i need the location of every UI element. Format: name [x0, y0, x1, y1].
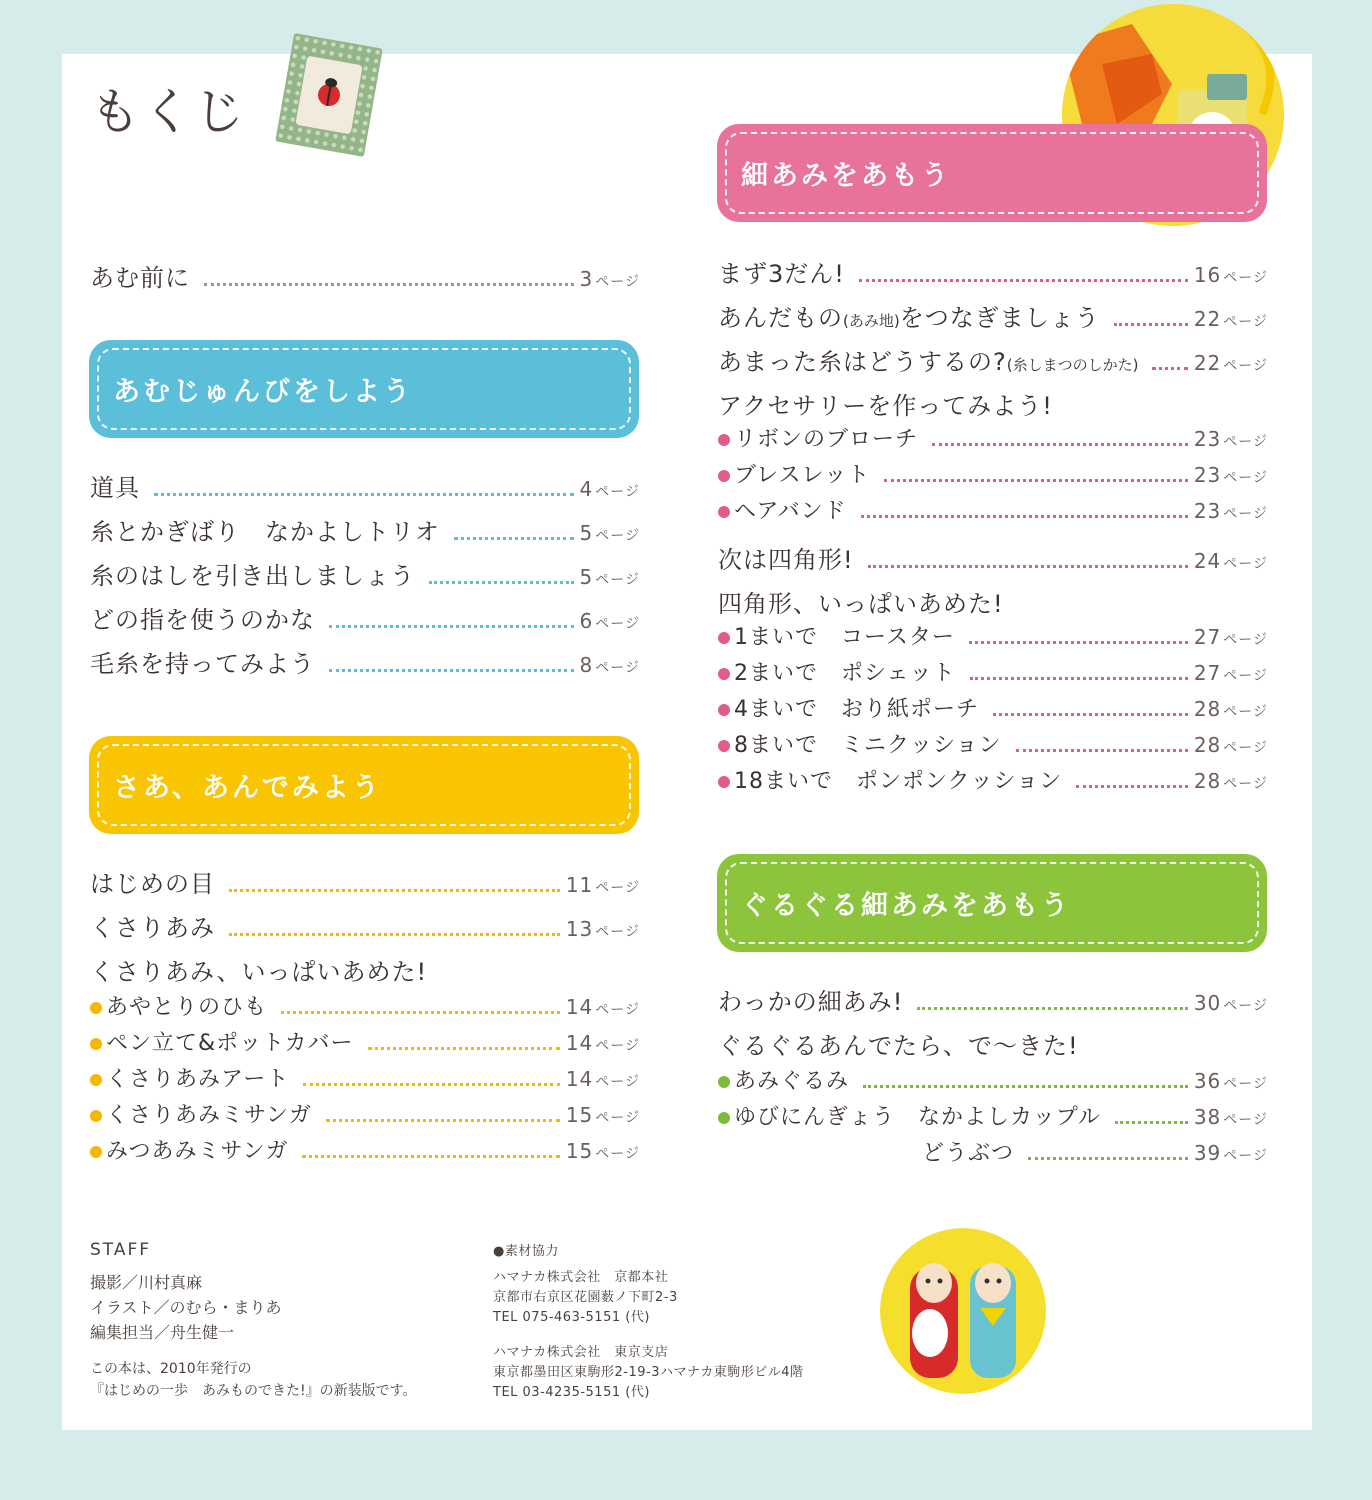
- toc-subheading: 四角形、いっぱいあめた!: [718, 590, 1004, 618]
- toc-row[interactable]: 次は四角形! 24 ページ: [718, 546, 1268, 574]
- toc-row[interactable]: はじめの目 11 ページ: [90, 870, 640, 898]
- toc-subrow[interactable]: リボンのブローチ 23 ページ: [718, 422, 1268, 453]
- staff-line: 編集担当／舟生健一: [90, 1323, 235, 1342]
- credit-line: ハマナカ株式会社 東京支店: [493, 1345, 669, 1360]
- toc-subrow[interactable]: どうぶつ 39 ページ: [922, 1141, 1268, 1166]
- bullet-icon: [90, 1146, 102, 1158]
- bullet-icon: [718, 506, 730, 518]
- section-banner-single-crochet: 細あみをあもう: [717, 124, 1267, 222]
- toc-row[interactable]: どの指を使うのかな 6 ページ: [90, 606, 640, 634]
- toc-subrow[interactable]: 18まいで ポンポンクッション 28 ページ: [718, 764, 1268, 795]
- page-title: もくじ: [90, 83, 246, 141]
- credit-line: TEL 03-4235-5151 (代): [493, 1385, 650, 1400]
- credit-line: 京都市右京区花園薮ノ下町2-3: [493, 1290, 678, 1305]
- bullet-icon: [90, 1002, 102, 1014]
- edition-note: 『はじめの一歩 あみものできた!』の新装版です。: [90, 1383, 417, 1399]
- toc-subheading: くさりあみ、いっぱいあめた!: [90, 958, 428, 986]
- credits-title: ●素材協力: [493, 1244, 559, 1259]
- toc-subrow[interactable]: ペン立て&ポットカバー 14 ページ: [90, 1026, 640, 1057]
- toc-subrow[interactable]: 1まいで コースター 27 ページ: [718, 620, 1268, 651]
- toc-subheading: ぐるぐるあんでたら、で〜きた!: [718, 1032, 1079, 1060]
- bullet-icon: [718, 632, 730, 644]
- credit-line: ハマナカ株式会社 京都本社: [493, 1270, 669, 1285]
- toc-row[interactable]: あまった糸はどうするの?(糸しまつのしかた) 22 ページ: [718, 348, 1268, 376]
- finger-puppet-photo: [880, 1228, 1046, 1394]
- toc-subrow[interactable]: くさりあみミサンガ 15 ページ: [90, 1098, 640, 1129]
- staff-line: 撮影／川村真麻: [90, 1273, 203, 1292]
- toc-subrow[interactable]: 8まいで ミニクッション 28 ページ: [718, 728, 1268, 759]
- toc-row[interactable]: 毛糸を持ってみよう 8 ページ: [90, 650, 640, 678]
- toc-subrow[interactable]: ヘアバンド 23 ページ: [718, 494, 1268, 525]
- bullet-icon: [90, 1038, 102, 1050]
- section-banner-preparation: あむじゅんびをしよう: [89, 340, 639, 438]
- toc-subrow[interactable]: くさりあみアート 14 ページ: [90, 1062, 640, 1093]
- section-banner-round-crochet: ぐるぐる細あみをあもう: [717, 854, 1267, 952]
- bullet-icon: [718, 668, 730, 680]
- bullet-icon: [718, 1076, 730, 1088]
- bullet-icon: [718, 434, 730, 446]
- bullet-icon: [718, 470, 730, 482]
- toc-row[interactable]: わっかの細あみ! 30 ページ: [718, 988, 1268, 1016]
- toc-subrow[interactable]: ゆびにんぎょう なかよしカップル 38 ページ: [718, 1100, 1268, 1131]
- toc-row[interactable]: 糸とかぎばり なかよしトリオ 5 ページ: [90, 518, 640, 546]
- toc-subrow[interactable]: ブレスレット 23 ページ: [718, 458, 1268, 489]
- bullet-icon: [90, 1074, 102, 1086]
- credit-line: TEL 075-463-5151 (代): [493, 1310, 650, 1325]
- edition-note: この本は、2010年発行の: [90, 1361, 252, 1377]
- section-banner-lets-knit: さあ、あんでみよう: [89, 736, 639, 834]
- toc-subrow[interactable]: 2まいで ポシェット 27 ページ: [718, 656, 1268, 687]
- toc-row[interactable]: 道具 4 ページ: [90, 474, 640, 502]
- toc-subrow[interactable]: あやとりのひも 14 ページ: [90, 990, 640, 1021]
- bullet-icon: [90, 1110, 102, 1122]
- toc-row[interactable]: くさりあみ 13 ページ: [90, 914, 640, 942]
- bullet-icon: [718, 776, 730, 788]
- staff-line: イラスト／のむら・まりあ: [90, 1298, 282, 1317]
- bullet-icon: [718, 704, 730, 716]
- toc-subrow[interactable]: みつあみミサンガ 15 ページ: [90, 1134, 640, 1165]
- leader-dots: [204, 283, 574, 286]
- bullet-icon: [718, 1112, 730, 1124]
- toc-row[interactable]: あんだもの(あみ地)をつなぎましょう 22 ページ: [718, 304, 1268, 332]
- toc-item-label: あむ前に: [90, 264, 190, 292]
- ladybug-icon: [316, 82, 341, 107]
- bullet-icon: [718, 740, 730, 752]
- toc-row-intro[interactable]: [90, 258, 640, 293]
- page-number: 3 ページ: [579, 267, 640, 291]
- toc-row[interactable]: まず3だん! 16 ページ: [718, 260, 1268, 288]
- toc-subheading: アクセサリーを作ってみよう!: [718, 392, 1053, 420]
- ladybug-card-illustration: [275, 33, 383, 157]
- toc-subrow[interactable]: 4まいで おり紙ポーチ 28 ページ: [718, 692, 1268, 723]
- staff-title: STAFF: [90, 1240, 152, 1260]
- toc-subrow[interactable]: あみぐるみ 36 ページ: [718, 1064, 1268, 1095]
- credit-line: 東京都墨田区東駒形2-19-3ハマナカ東駒形ビル4階: [493, 1365, 804, 1380]
- toc-row[interactable]: 糸のはしを引き出しましょう 5 ページ: [90, 562, 640, 590]
